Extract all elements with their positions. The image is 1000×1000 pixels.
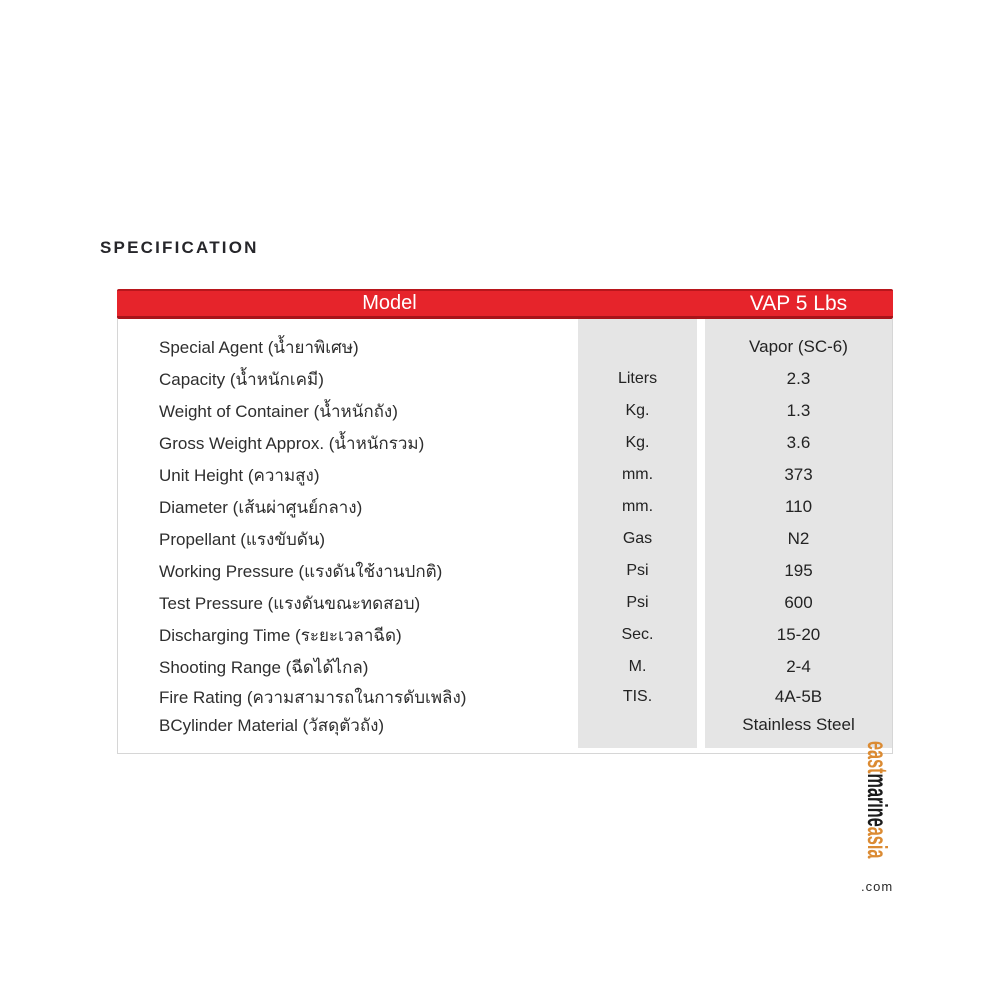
spec-label-cell: Diameter (เส้นผ่าศูนย์กลาง) — [159, 497, 363, 517]
specification-table — [117, 289, 893, 754]
spec-unit-cell: Sec. — [621, 626, 654, 643]
spec-unit-cell: Liters — [617, 370, 658, 387]
spec-label-cell: Working Pressure (แรงดันใช้งานปกติ) — [159, 561, 443, 581]
table-header-model: Model — [362, 292, 417, 314]
table-row — [118, 683, 892, 711]
spec-label-cell: Gross Weight Approx. (น้ำหนักรวม) — [159, 433, 425, 453]
spec-label-cell: Special Agent (น้ำยาพิเศษ) — [159, 337, 359, 357]
spec-value-cell: 1.3 — [786, 401, 811, 420]
spec-unit-cell: TIS. — [622, 688, 653, 705]
spec-label-cell: Discharging Time (ระยะเวลาฉีด) — [159, 625, 402, 645]
page-title: SPECIFICATION — [100, 238, 259, 257]
spec-unit-cell: M. — [628, 658, 647, 675]
spec-value-cell: 600 — [784, 593, 813, 612]
spec-label-cell: Propellant (แรงขับดัน) — [159, 529, 326, 549]
table-header-row — [117, 289, 893, 319]
table-row — [118, 395, 892, 427]
spec-unit-cell: Kg. — [625, 402, 650, 419]
spec-value-cell: 110 — [784, 497, 813, 516]
spec-value-cell: 3.6 — [786, 433, 811, 452]
spec-unit-cell: mm. — [621, 498, 654, 515]
spec-unit-cell: Gas — [622, 530, 653, 547]
spec-value-cell: 4A-5B — [774, 687, 823, 706]
spec-value-cell: 15-20 — [776, 625, 821, 644]
spec-value-cell: 195 — [784, 561, 813, 580]
spec-label-cell: Shooting Range (ฉีดได้ไกล) — [159, 657, 369, 677]
table-row — [118, 331, 892, 363]
table-row — [118, 711, 892, 739]
spec-value-cell: 2-4 — [786, 657, 811, 676]
watermark-marine: marine — [862, 773, 893, 827]
table-row — [118, 459, 892, 491]
table-body — [117, 319, 893, 754]
table-row — [118, 427, 892, 459]
watermark-asia: asia — [862, 826, 893, 859]
spec-unit-cell: mm. — [621, 466, 654, 483]
table-row — [118, 651, 892, 683]
spec-unit-cell: Kg. — [625, 434, 650, 451]
spec-label-cell: Weight of Container (น้ำหนักถัง) — [159, 401, 398, 421]
table-rows — [118, 319, 892, 739]
spec-value-cell: Stainless Steel — [742, 715, 855, 734]
spec-label-cell: Fire Rating (ความสามารถในการดับเพลิง) — [159, 687, 467, 707]
spec-label-cell: Unit Height (ความสูง) — [159, 465, 320, 485]
spec-unit-cell: Psi — [626, 594, 649, 611]
spec-label-cell: Test Pressure (แรงดันขณะทดสอบ) — [159, 593, 421, 613]
watermark-east: east — [862, 741, 893, 774]
table-row — [118, 491, 892, 523]
spec-unit-cell: Psi — [626, 562, 649, 579]
watermark — [863, 741, 891, 858]
watermark-com-suffix: .com — [861, 879, 894, 894]
table-row — [118, 363, 892, 395]
table-row — [118, 619, 892, 651]
spec-value-cell: Vapor (SC-6) — [749, 337, 848, 356]
table-row — [118, 587, 892, 619]
table-row — [118, 523, 892, 555]
table-row — [118, 555, 892, 587]
spec-label-cell: Capacity (น้ำหนักเคมี) — [159, 369, 324, 389]
spec-value-cell: 373 — [784, 465, 813, 484]
spec-value-cell: 2.3 — [786, 369, 811, 388]
spec-value-cell: N2 — [787, 529, 810, 548]
spec-label-cell: BCylinder Material (วัสดุตัวถัง) — [159, 715, 385, 735]
table-header-model-value: VAP 5 Lbs — [749, 291, 848, 315]
